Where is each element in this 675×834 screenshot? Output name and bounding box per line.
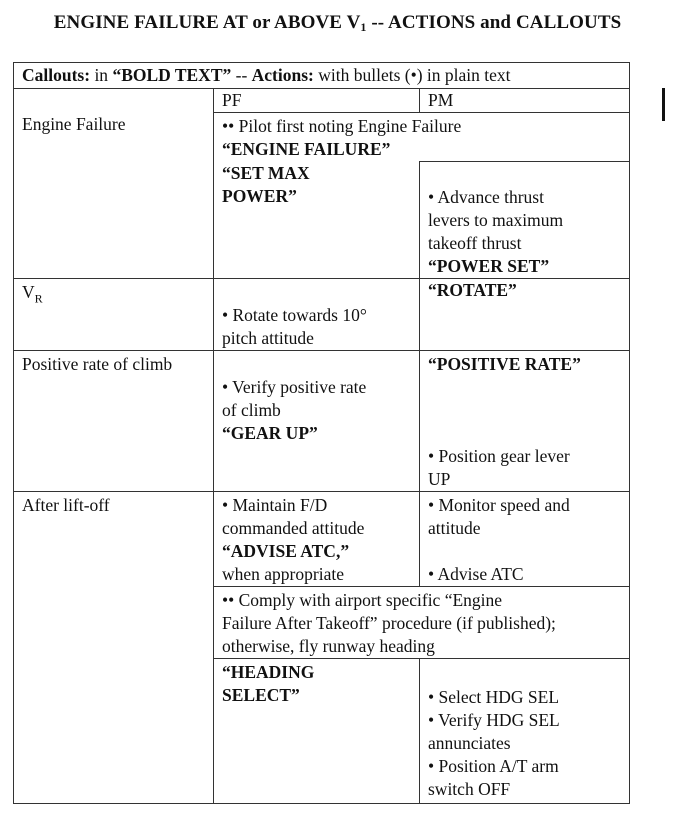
row-label-after-liftoff: After lift-off (14, 492, 214, 804)
change-bar (662, 88, 665, 121)
engine-failure-shared-cell (214, 113, 630, 162)
vr-row (14, 279, 630, 351)
set-max-power-callout-2: POWER” (222, 185, 297, 206)
engine-failure-pm-cell (420, 162, 630, 279)
vr-pm-cell (420, 279, 630, 351)
gear-lever-action-line: • Position gear lever (428, 446, 570, 466)
advise-atc-when-line: when appropriate (222, 564, 344, 584)
rotate-action-line: • Rotate towards 10° (222, 305, 367, 325)
col-head-pf: PF (214, 89, 420, 113)
positive-rate-row (14, 351, 630, 492)
maintain-fd-action-line: commanded attitude (222, 518, 365, 538)
heading-select-pf-cell (214, 659, 420, 804)
row-label-positive-rate: Positive rate of climb (14, 351, 214, 492)
heading-select-callout-1: “HEADING (222, 662, 315, 682)
col-head-pm: PM (420, 89, 630, 113)
legend-actions-label: Actions: (251, 65, 314, 85)
power-set-callout: “POWER SET” (428, 256, 550, 276)
advise-atc-callout: “ADVISE ATC,” (222, 541, 350, 561)
positive-rate-pm-cell (420, 351, 630, 492)
verify-rate-action-line: of climb (222, 400, 281, 420)
vr-subscript: R (34, 291, 43, 306)
rotate-action-line: pitch attitude (222, 328, 314, 348)
after-liftoff-row (14, 492, 630, 587)
hdg-action-line: • Verify HDG SEL (428, 710, 560, 730)
engine-failure-shared-line: •• Pilot first noting Engine Failure (222, 116, 462, 136)
legend-row (14, 63, 630, 89)
gear-lever-action-line: UP (428, 469, 451, 489)
legend-callouts-example: “BOLD TEXT” (112, 65, 232, 85)
row-label-engine-failure: Engine Failure (14, 89, 214, 279)
hdg-action-line: • Position A/T arm (428, 756, 559, 776)
pm-action-line: levers to maximum (428, 210, 564, 230)
monitor-speed-action-line: attitude (428, 518, 481, 538)
row-label-vr: $V_R$ (14, 279, 214, 351)
after-liftoff-pm-cell (420, 492, 630, 587)
heading-select-pm-cell (420, 659, 630, 804)
title-suffix: -- ACTIONS and CALLOUTS (366, 12, 622, 33)
pm-action-line: takeoff thrust (428, 233, 522, 253)
hdg-action-line: switch OFF (428, 779, 511, 799)
advise-atc-action-line: • Advise ATC (428, 564, 524, 584)
rotate-callout: “ROTATE” (428, 280, 517, 300)
title-subscript: 1 (360, 20, 367, 34)
vr-pf-cell (214, 279, 420, 351)
hdg-action-line: • Select HDG SEL (428, 687, 560, 707)
after-liftoff-pf-cell (214, 492, 420, 587)
heading-select-callout-2: SELECT” (222, 685, 300, 705)
set-max-power-callout-1: “SET MAX (222, 162, 310, 183)
page-title (0, 12, 675, 35)
engine-failure-pf-cell (214, 162, 420, 279)
comply-procedure-line: •• Comply with airport specific “Engine (222, 590, 503, 610)
legend-callouts-label: Callouts: (22, 65, 91, 85)
pm-action-line: • Advance thrust (428, 187, 544, 207)
positive-rate-pf-cell (214, 351, 420, 492)
callouts-table (13, 62, 630, 804)
monitor-speed-action-line: • Monitor speed and (428, 495, 570, 515)
positive-rate-callout: “POSITIVE RATE” (428, 354, 581, 374)
engine-failure-callout: “ENGINE FAILURE” (222, 139, 391, 159)
title-prefix: ENGINE FAILURE AT or ABOVE V (53, 12, 361, 33)
hdg-action-line: annunciates (428, 733, 511, 753)
legend-separator: -- (231, 65, 252, 85)
header-row (14, 89, 630, 113)
maintain-fd-action-line: • Maintain F/D (222, 495, 328, 515)
legend-cell (14, 63, 630, 89)
after-liftoff-shared-cell (214, 587, 630, 659)
gear-up-callout: “GEAR UP” (222, 423, 318, 443)
legend-callouts-text: in (90, 65, 113, 85)
comply-procedure-line: otherwise, fly runway heading (222, 636, 435, 656)
comply-procedure-line: Failure After Takeoff” procedure (if published); (222, 613, 556, 633)
verify-rate-action-line: • Verify positive rate (222, 377, 367, 397)
legend-actions-text: with bullets (•) in plain text (313, 65, 511, 85)
